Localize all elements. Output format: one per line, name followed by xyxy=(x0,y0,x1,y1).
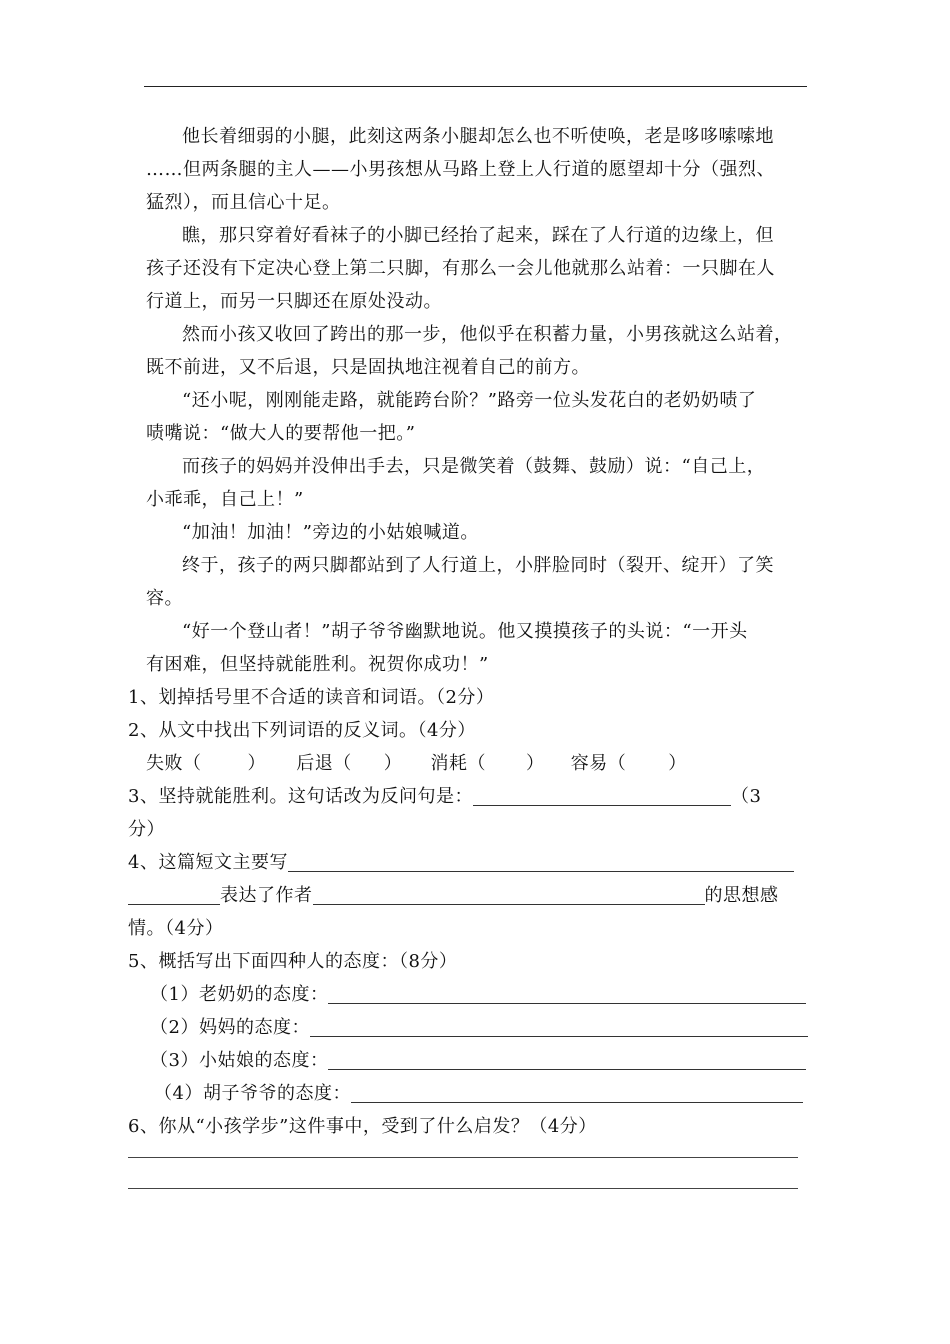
answer-blank[interactable] xyxy=(473,787,731,806)
passage-line: 容。 xyxy=(146,588,183,609)
passage-line: 有困难，但坚持就能胜利。祝贺你成功！” xyxy=(146,654,489,675)
answer-line[interactable] xyxy=(128,1188,798,1189)
header-rule xyxy=(144,86,807,87)
answer-line[interactable] xyxy=(128,1157,798,1158)
question-5-item: （4）胡子爷爷的态度： xyxy=(154,1083,803,1105)
question-4: 4、这篇短文主要写 xyxy=(128,852,794,874)
passage-line: 他长着细弱的小腿，此刻这两条小腿却怎么也不听使唤，老是哆哆嗦嗦地 xyxy=(182,126,774,147)
passage-line: 行道上，而另一只脚还在原处没动。 xyxy=(146,291,442,312)
passage-line: 猛烈），而且信心十足。 xyxy=(146,192,341,213)
passage-line: “加油！加油！”旁边的小姑娘喊道。 xyxy=(182,522,479,543)
question-5: 5、概括写出下面四种人的态度：（8分） xyxy=(128,951,458,972)
answer-blank[interactable] xyxy=(328,985,806,1004)
answer-blank[interactable] xyxy=(351,1084,803,1103)
passage-line: “还小呢，刚刚能走路，就能跨台阶？”路旁一位头发花白的老奶奶啧了 xyxy=(182,390,757,411)
answer-blank[interactable] xyxy=(288,853,794,872)
passage-line: 啧嘴说：“做大人的要帮他一把。” xyxy=(146,423,416,444)
passage-line: 然而小孩又收回了跨出的那一步，他似乎在积蓄力量，小男孩就这么站着， xyxy=(182,324,793,345)
question-5-item: （2）妈妈的态度： xyxy=(150,1017,808,1039)
question-6: 6、你从“小孩学步”这件事中，受到了什么启发？（4分） xyxy=(128,1116,597,1137)
passage-line: 终于，孩子的两只脚都站到了人行道上，小胖脸同时（裂开、绽开）了笑 xyxy=(182,555,774,576)
question-2: 2、从文中找出下列词语的反义词。（4分） xyxy=(128,720,476,741)
passage-line: 小乖乖，自己上！” xyxy=(146,489,304,510)
passage-line: 瞧，那只穿着好看袜子的小脚已经抬了起来，踩在了人行道的边缘上，但 xyxy=(182,225,774,246)
passage-line: “好一个登山者！”胡子爷爷幽默地说。他又摸摸孩子的头说：“一开头 xyxy=(182,621,748,642)
passage-line: 既不前进，又不后退，只是固执地注视着自己的前方。 xyxy=(146,357,590,378)
answer-blank[interactable] xyxy=(328,1051,806,1070)
question-3-score: 分） xyxy=(128,819,165,840)
answer-blank[interactable] xyxy=(310,1018,808,1037)
question-3: 3、坚持就能胜利。这句话改为反问句是： （3 xyxy=(128,786,762,807)
question-4-cont: 表达了作者 的思想感 xyxy=(128,885,779,907)
passage-line: 而孩子的妈妈并没伸出手去，只是微笑着（鼓舞、鼓励）说：“自己上， xyxy=(182,456,766,477)
answer-blank[interactable] xyxy=(313,886,705,905)
answer-blank[interactable] xyxy=(128,886,220,905)
passage-line: 孩子还没有下定决心登上第二只脚，有那么一会儿他就那么站着：一只脚在人 xyxy=(146,258,775,279)
question-4-tail: 情。（4分） xyxy=(128,918,224,939)
question-5-item: （1）老奶奶的态度： xyxy=(150,984,806,1006)
question-2-items: 失败（ ） 后退（ ） 消耗（ ） 容易（ ） xyxy=(146,753,687,774)
question-5-item: （3）小姑娘的态度： xyxy=(150,1050,806,1072)
question-1: 1、划掉括号里不合适的读音和词语。（2分） xyxy=(128,687,495,708)
passage-line: ……但两条腿的主人——小男孩想从马路上登上人行道的愿望却十分（强烈、 xyxy=(146,159,775,180)
